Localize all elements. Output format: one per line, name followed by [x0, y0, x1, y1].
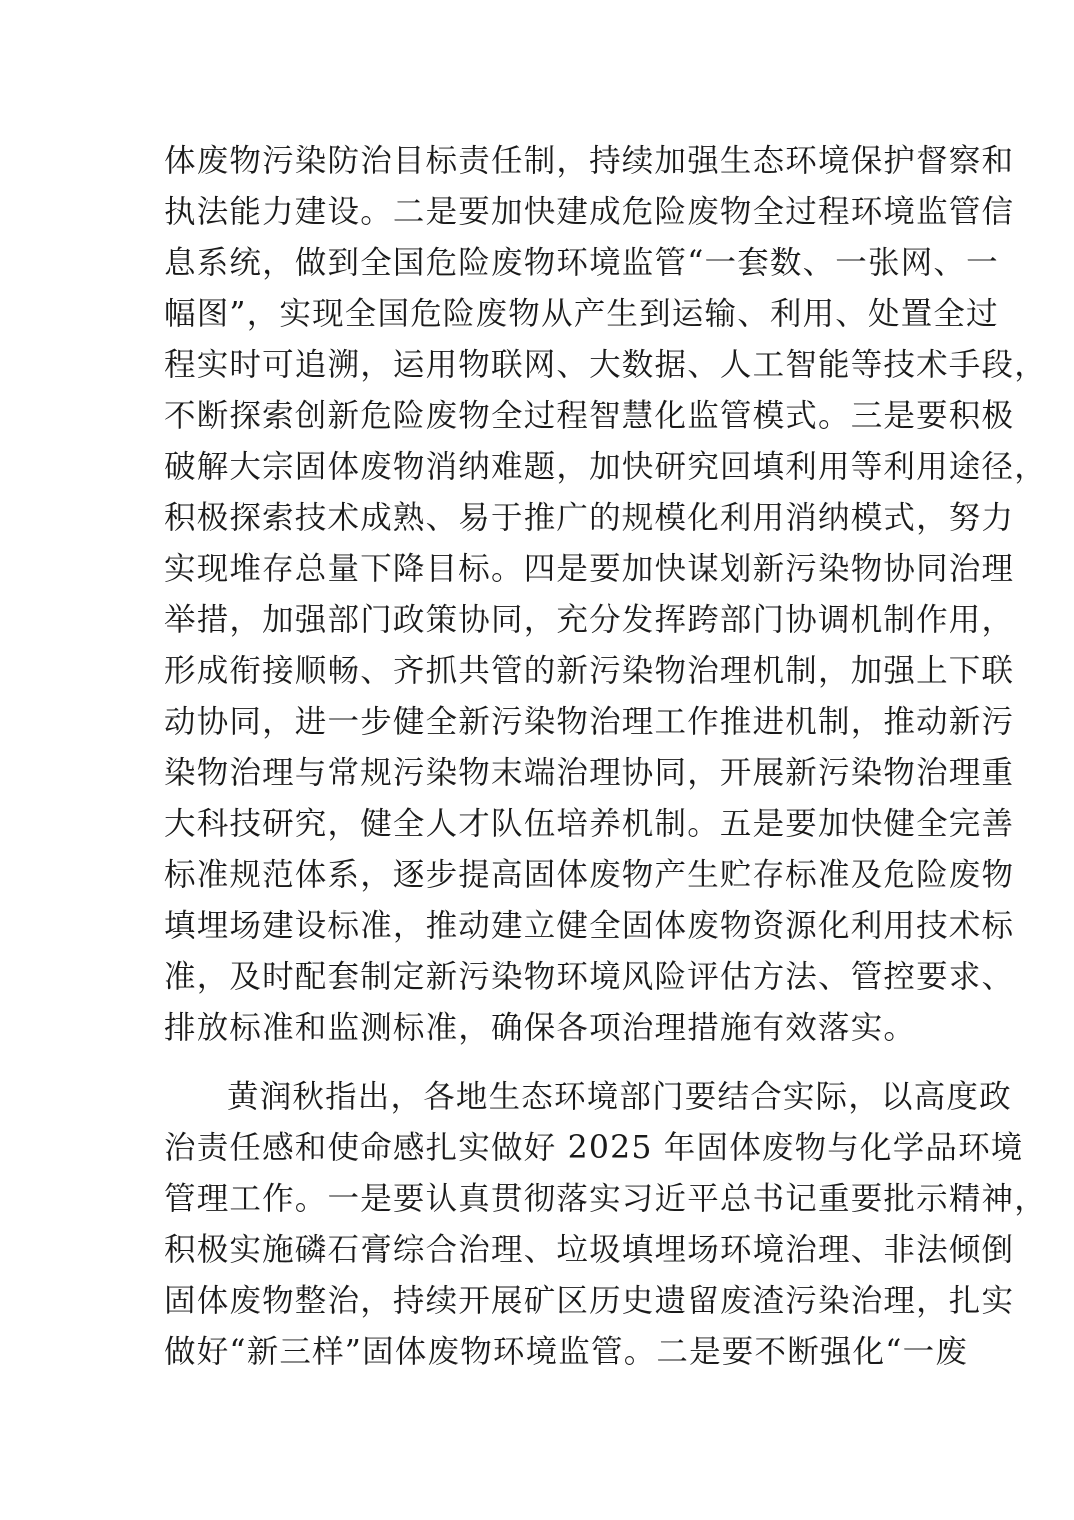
text-line: 做好“新三样”固体废物环境监管。二是要不断强化“一废 [164, 1334, 969, 1370]
text-line: 排放标准和监测标准，确保各项治理措施有效落实。 [164, 1010, 917, 1046]
text-line: 标准规范体系，逐步提高固体废物产生贮存标准及危险废物 [164, 857, 1015, 893]
text-line: 准，及时配套制定新污染物环境风险评估方法、管控要求、 [164, 959, 1015, 995]
text-line: 填埋场建设标准，推动建立健全固体废物资源化利用技术标 [164, 908, 1015, 944]
text-line: 染物治理与常规污染物末端治理协同，开展新污染物治理重 [164, 755, 1015, 791]
text-line: 大科技研究，健全人才队伍培养机制。五是要加快健全完善 [164, 806, 1015, 842]
text-line: 治责任感和使命感扎实做好 2025 年固体废物与化学品环境 [164, 1130, 1024, 1166]
text-line: 管理工作。一是要认真贯彻落实习近平总书记重要批示精神， [164, 1181, 1047, 1217]
text-line: 执法能力建设。二是要加快建成危险废物全过程环境监管信 [164, 194, 1015, 230]
text-line: 不断探索创新危险废物全过程智慧化监管模式。三是要积极 [164, 398, 1015, 434]
text-line: 体废物污染防治目标责任制，持续加强生态环境保护督察和 [164, 143, 1015, 179]
text-line: 幅图”，实现全国危险废物从产生到运输、利用、处置全过 [164, 296, 999, 332]
text-line: 固体废物整治，持续开展矿区历史遗留废渣污染治理，扎实 [164, 1283, 1015, 1319]
paragraph-1 [164, 136, 1047, 1054]
text-line: 息系统，做到全国危险废物环境监管“一套数、一张网、一 [164, 245, 999, 281]
text-line: 动协同，进一步健全新污染物治理工作推进机制，推动新污 [164, 704, 1015, 740]
text-line: 积极实施磷石膏综合治理、垃圾填埋场环境治理、非法倾倒 [164, 1232, 1015, 1268]
text-line: 举措，加强部门政策协同，充分发挥跨部门协调机制作用， [164, 602, 1015, 638]
text-line: 黄润秋指出，各地生态环境部门要结合实际，以高度政 [227, 1079, 1012, 1115]
text-line: 破解大宗固体废物消纳难题，加快研究回填利用等利用途径， [164, 449, 1047, 485]
text-line: 程实时可追溯，运用物联网、大数据、人工智能等技术手段， [164, 347, 1047, 383]
paragraph-2 [164, 1072, 1047, 1378]
text-line: 积极探索技术成熟、易于推广的规模化利用消纳模式，努力 [164, 500, 1015, 536]
text-line: 形成衔接顺畅、齐抓共管的新污染物治理机制，加强上下联 [164, 653, 1015, 689]
text-line: 实现堆存总量下降目标。四是要加快谋划新污染物协同治理 [164, 551, 1015, 587]
